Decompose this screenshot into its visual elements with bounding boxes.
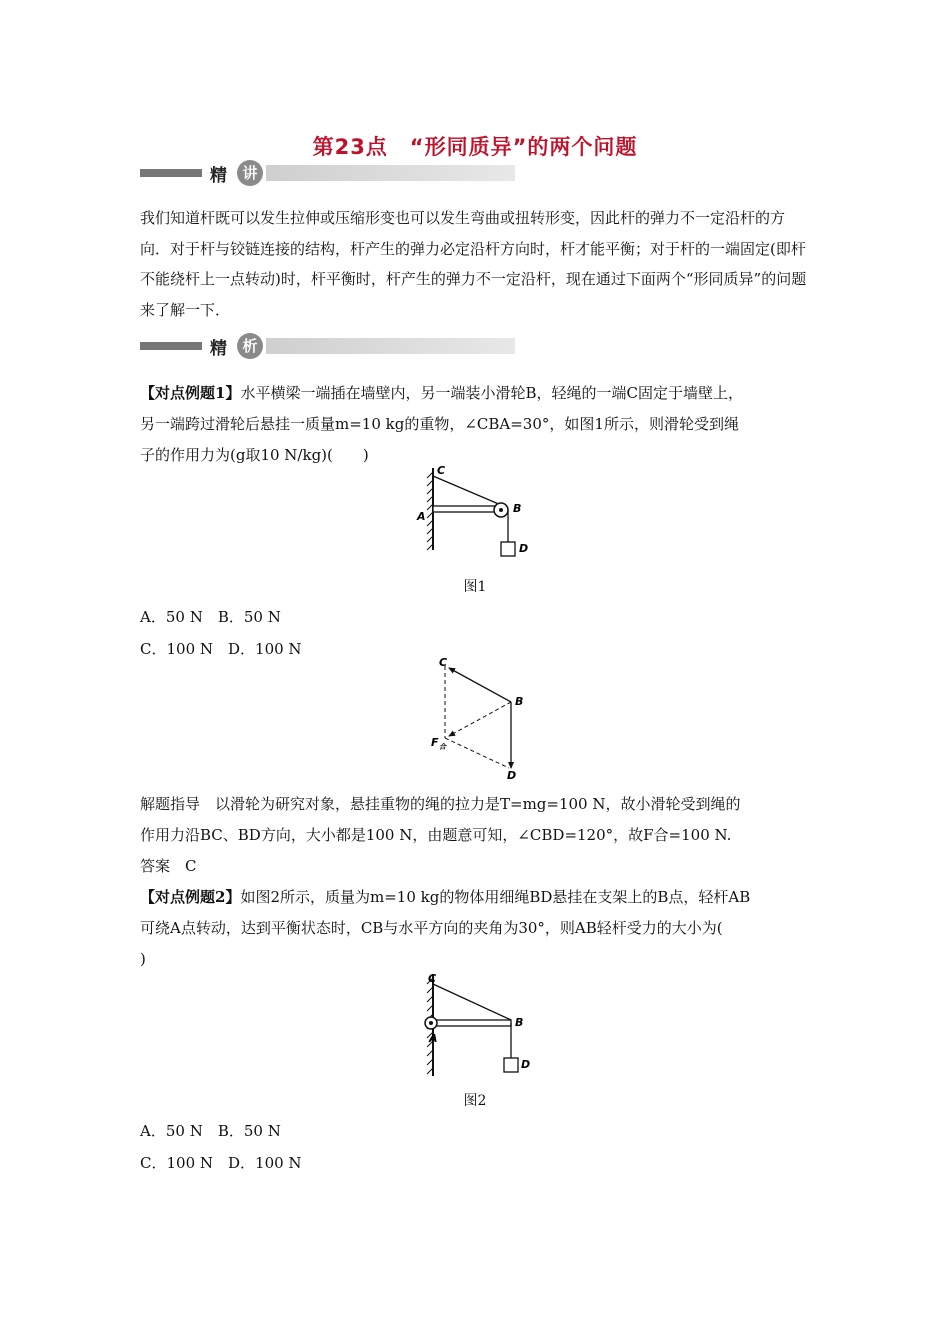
rod-ab (433, 1020, 511, 1026)
figure2-diagram (405, 968, 545, 1083)
section-header-jingjiang (140, 160, 515, 186)
weight-box (504, 1058, 518, 1072)
section-bar-dark (140, 342, 202, 350)
intro-paragraph: 我们知道杆既可以发生拉伸或压缩形变也可以发生弯曲或扭转形变，因此杆的弹力不一定沿杆的方向．对于杆与铰链连接的结构，杆产生的弹力必定沿杆方向时，杆才能平衡；对于杆的一端固定(即杆不能绕杆上一点转动)时，杆平衡时，杆产生的弹力不一定沿杆，现在通过下面两个“形同质异”的问题来了解一下． (140, 209, 807, 319)
wall (427, 468, 433, 550)
pulley-axle (499, 508, 503, 512)
section-bar-light (266, 338, 515, 354)
resultant-arrow (449, 702, 511, 736)
example2-line1 (140, 884, 750, 910)
label-c: C (437, 464, 446, 477)
label-d: D (507, 769, 517, 782)
section-label: 精 (210, 339, 227, 359)
figure1-diagram (405, 460, 545, 575)
example2-options-cd: C．100 N D．100 N (140, 1154, 302, 1172)
label-c: C (439, 656, 448, 669)
label-a: A (429, 1032, 438, 1045)
section-badge: 讲 (237, 160, 263, 186)
example2-text: 如图2所示，质量为m=10 kg的物体用细绳BD悬挂在支架上的B点，轻杆AB (240, 888, 751, 906)
label-d: D (519, 542, 529, 555)
label-b: B (513, 502, 522, 515)
section-badge: 析 (237, 333, 263, 359)
beam-ab (433, 506, 497, 512)
label-c: C (428, 972, 437, 985)
rope-cb (433, 476, 501, 505)
example2-label: 【对点例题2】 (140, 888, 241, 906)
label-b: B (515, 1016, 524, 1029)
label-d: D (521, 1058, 531, 1071)
example1-line2: 另一端跨过滑轮后悬挂一质量m=10 kg的重物，∠CBA=30°，如图1所示，则滑轮受到绳 (140, 415, 739, 433)
label-f: F (431, 736, 439, 749)
example2-line3: ) (140, 950, 146, 968)
weight-box (501, 542, 515, 556)
solution-line1: 解题指导 以滑轮为研究对象，悬挂重物的绳的拉力是T=mg=100 N，故小滑轮受到绳的 (140, 795, 741, 813)
section-label: 精 (210, 166, 227, 186)
example1-options-ab: A．50 N B．50 N (140, 608, 281, 626)
answer: 答案 C (140, 857, 197, 875)
label-f-sub: 合 (439, 743, 446, 751)
force-diagram (415, 652, 545, 784)
figure1-caption: 图1 (463, 579, 487, 595)
label-b: B (515, 695, 524, 708)
example2-line2: 可绕A点转动，达到平衡状态时，CB与水平方向的夹角为30°，则AB轻杆受力的大小为( (140, 919, 723, 937)
example1-options-cd: C．100 N D．100 N (140, 640, 302, 658)
dashed-fd (445, 738, 509, 768)
label-a: A (417, 510, 426, 523)
figure2-caption: 图2 (463, 1093, 487, 1109)
section-header-jingxi (140, 333, 515, 359)
rope-cb (433, 984, 511, 1020)
example1-text: 水平横梁一端插在墙壁内，另一端装小滑轮B，轻绳的一端C固定于墙壁上， (240, 384, 743, 402)
example1-line3: 子的作用力为(g取10 N/kg)( ) (140, 446, 369, 464)
page-title: 第23点 “形同质异”的两个问题 (312, 135, 638, 159)
solution-line2: 作用力沿BC、BD方向，大小都是100 N，由题意可知，∠CBD=120°，故F合=100 N. (140, 826, 732, 844)
example2-options-ab: A．50 N B．50 N (140, 1122, 281, 1140)
force-bc-arrow (449, 668, 511, 702)
example1-label: 【对点例题1】 (140, 384, 241, 402)
example1-line1 (140, 380, 743, 406)
section-bar-light (266, 165, 515, 181)
hinge-axle (429, 1021, 433, 1025)
section-bar-dark (140, 169, 202, 177)
